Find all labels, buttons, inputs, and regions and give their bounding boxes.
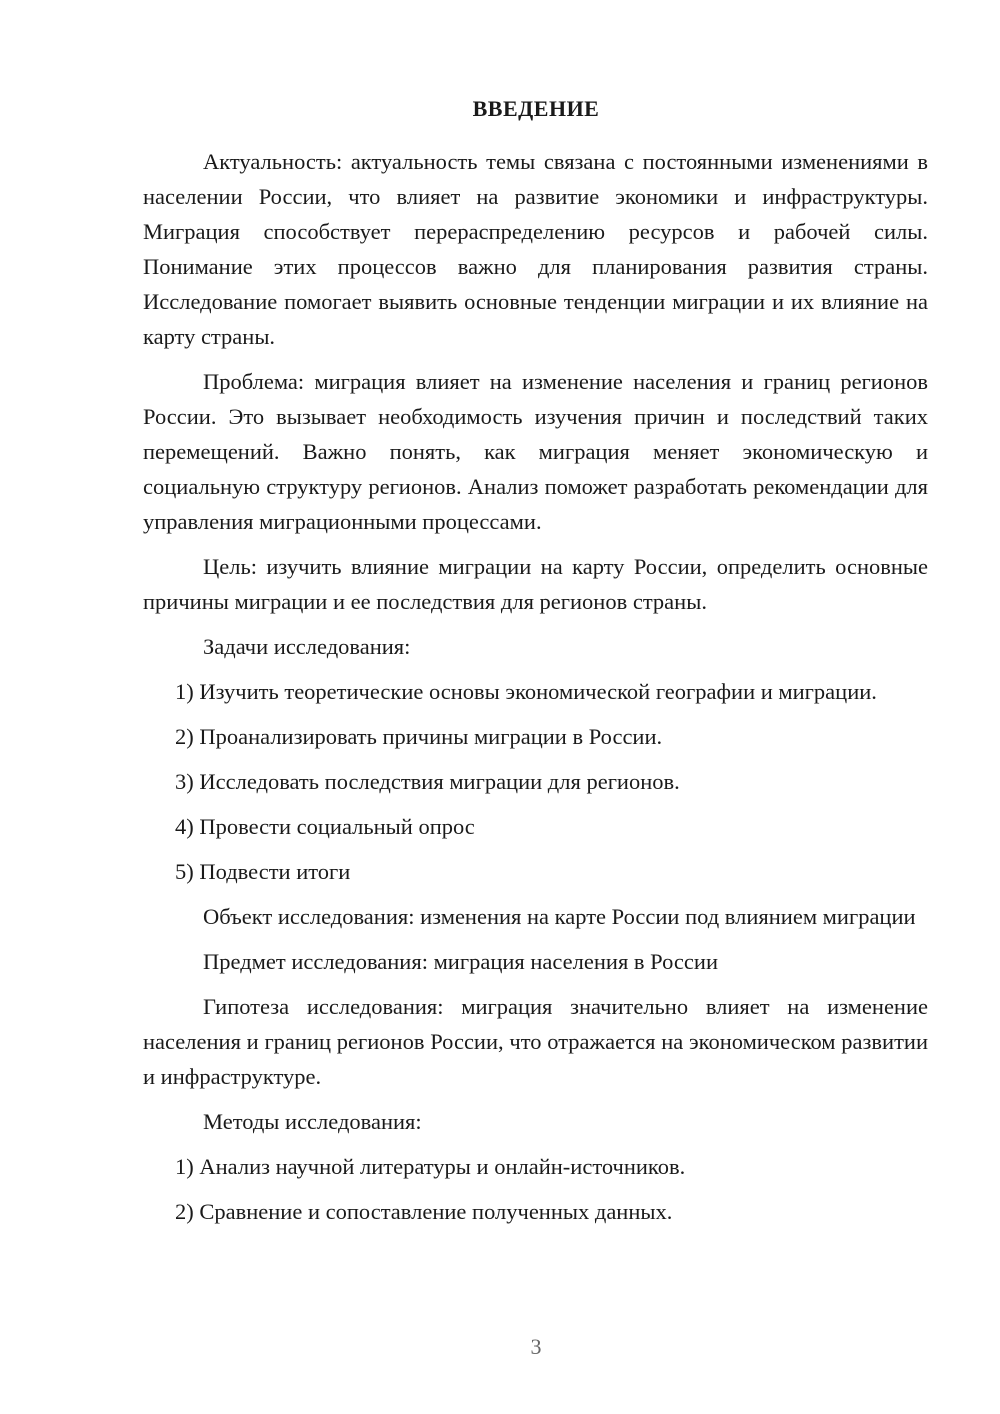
page-title: ВВЕДЕНИЕ <box>472 96 600 121</box>
tasks-heading: Задачи исследования: <box>203 634 411 659</box>
task-item-3: 3) Исследовать последствия миграции для регионов. <box>175 769 680 794</box>
task-item-4: 4) Провести социальный опрос <box>175 814 475 839</box>
goal-paragraph: Цель: изучить влияние миграции на карту России, определить основные причины миграции и ее последствия для регионов страны. <box>143 554 928 614</box>
object-paragraph: Объект исследования: изменения на карте России под влиянием миграции <box>203 904 916 929</box>
problem-paragraph: Проблема: миграция влияет на изменение населения и границ регионов России. Это вызывает необходимость изучения причин и последствий таких перемещений. Важно понять, как миграция меняет экономическую и социальную структуру регионов. Анализ поможет разработать рекомендации для управления миграционными процессами. <box>143 369 928 534</box>
hypothesis-paragraph: Гипотеза исследования: миграция значительно влияет на изменение населения и границ регионов России, что отражается на экономическом развитии и инфраструктуре. <box>143 994 928 1089</box>
page-number: 3 <box>530 1334 542 1359</box>
method-item-2: 2) Сравнение и сопоставление полученных данных. <box>175 1199 673 1224</box>
methods-heading: Методы исследования: <box>203 1109 422 1134</box>
subject-paragraph: Предмет исследования: миграция населения в России <box>203 949 718 974</box>
task-item-1: 1) Изучить теоретические основы экономической географии и миграции. <box>175 679 877 704</box>
body-text <box>143 144 928 1229</box>
task-item-2: 2) Проанализировать причины миграции в России. <box>175 724 663 749</box>
method-item-1: 1) Анализ научной литературы и онлайн-источников. <box>175 1154 686 1179</box>
relevance-paragraph: Актуальность: актуальность темы связана с постоянными изменениями в населении России, что влияет на развитие экономики и инфраструктуры. Миграция способствует перераспределению ресурсов и рабочей силы. Понимание этих процессов важно для планирования развития страны. Исследование помогает выявить основные тенденции миграции и их влияние на карту страны. <box>143 149 928 349</box>
task-item-5: 5) Подвести итоги <box>175 859 351 884</box>
